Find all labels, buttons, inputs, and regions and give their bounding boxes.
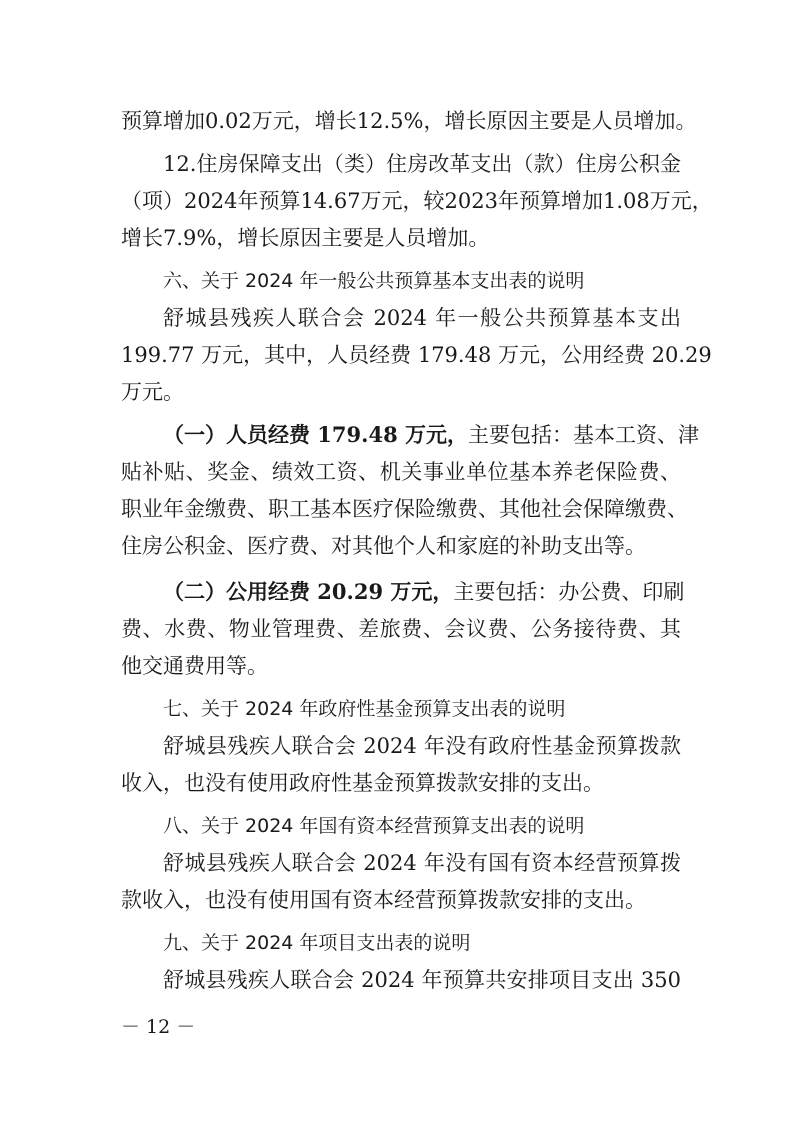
- paragraph-line: 舒城县残疾人联合会 2024 年一般公共预算基本支出: [163, 306, 681, 330]
- section-heading-8: 八、关于 2024 年国有资本经营预算支出表的说明: [163, 815, 585, 837]
- paragraph-line: 职业年金缴费、职工基本医疗保险缴费、其他社会保障缴费、: [121, 497, 688, 521]
- paragraph-line: 舒城县残疾人联合会 2024 年没有国有资本经营预算拨: [163, 851, 681, 875]
- subheading-public-expenses: （二）公用经费 20.29 万元，: [163, 579, 454, 604]
- paragraph-line: [163, 577, 685, 607]
- paragraph-line: 增长7.9%，增长原因主要是人员增加。: [121, 226, 490, 250]
- paragraph-line: 款收入，也没有使用国有资本经营预算拨款安排的支出。: [121, 888, 646, 912]
- paragraph-line: 他交通费用等。: [121, 654, 268, 678]
- paragraph-line: 预算增加0.02万元，增长12.5%，增长原因主要是人员增加。: [121, 109, 697, 133]
- paragraph-line: 199.77 万元，其中，人员经费 179.48 万元，公用经费 20.29: [121, 343, 712, 367]
- section-heading-6: 六、关于 2024 年一般公共预算基本支出表的说明: [163, 270, 585, 292]
- page-number: － 12 －: [121, 1016, 196, 1038]
- paragraph-line: 贴补贴、奖金、绩效工资、机关事业单位基本养老保险费、: [121, 460, 681, 484]
- paragraph-line: 舒城县残疾人联合会 2024 年没有政府性基金预算拨款: [163, 734, 681, 758]
- section-heading-9: 九、关于 2024 年项目支出表的说明: [163, 932, 471, 954]
- paragraph-line: 万元。: [121, 380, 184, 404]
- section-heading-7: 七、关于 2024 年政府性基金预算支出表的说明: [163, 698, 566, 720]
- paragraph-text: 主要包括：基本工资、津: [468, 423, 699, 447]
- paragraph-line: （项）2024年预算14.67万元，较2023年预算增加1.08万元，: [121, 189, 713, 213]
- paragraph-line: 舒城县残疾人联合会 2024 年预算共安排项目支出 350: [163, 968, 681, 992]
- paragraph-text: 主要包括：办公费、印刷: [453, 580, 685, 604]
- paragraph-line: [163, 420, 699, 450]
- subheading-personnel-expenses: （一）人员经费 179.48 万元，: [163, 422, 468, 447]
- paragraph-line: 收入，也没有使用政府性基金预算拨款安排的支出。: [121, 771, 604, 795]
- paragraph-line: 12.住房保障支出（类）住房改革支出（款）住房公积金: [163, 152, 681, 176]
- paragraph-line: 住房公积金、医疗费、对其他个人和家庭的补助支出等。: [121, 534, 646, 558]
- paragraph-line: 费、水费、物业管理费、差旅费、会议费、公务接待费、其: [121, 617, 681, 641]
